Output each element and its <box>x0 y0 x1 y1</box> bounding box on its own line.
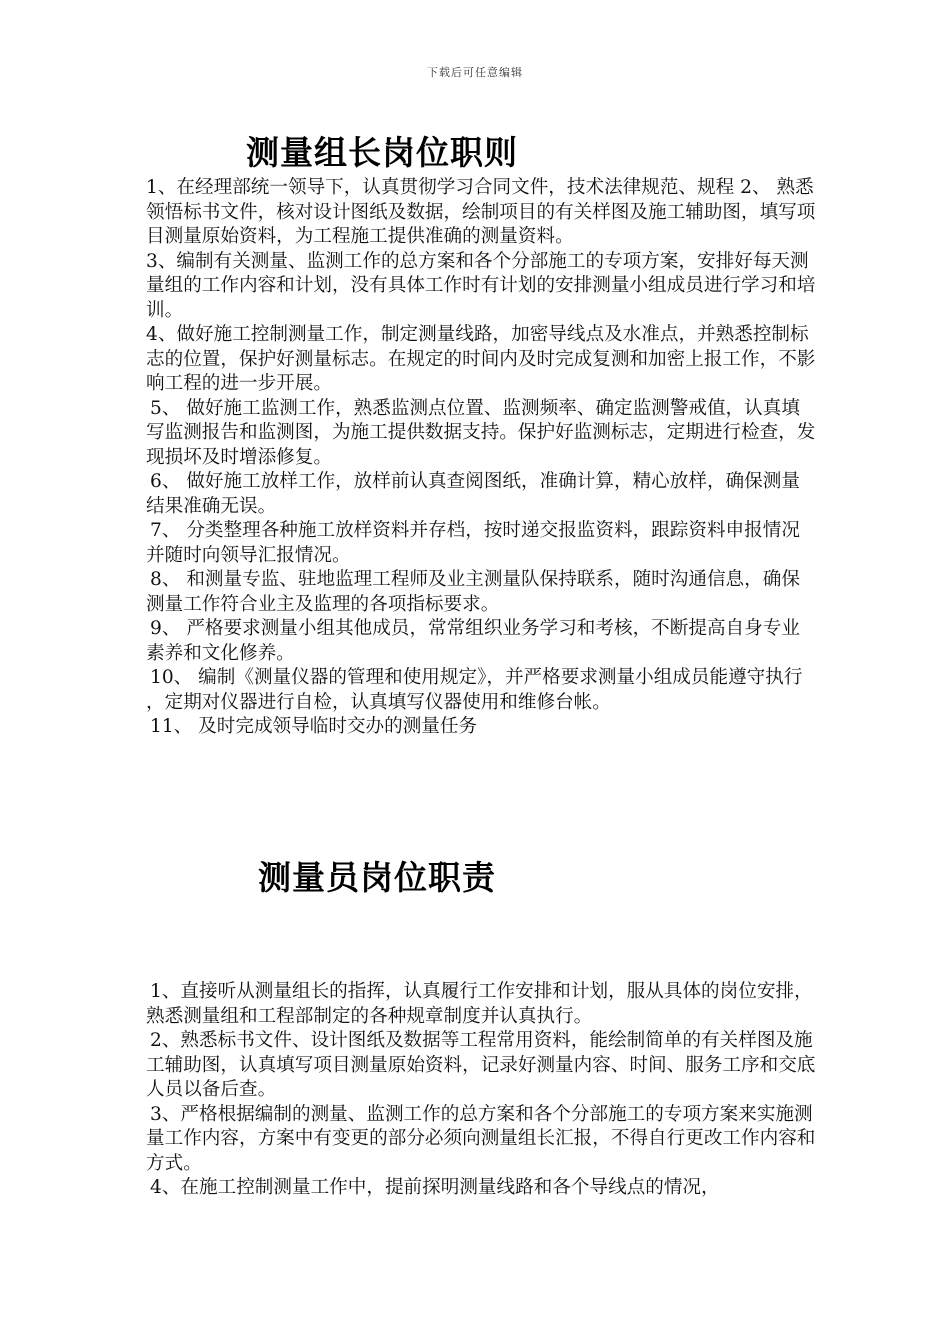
duty-item: 7、 分类整理各种施工放样资料并存档，按时递交报监资料，跟踪资料申报情况并随时向领导汇报情况。 <box>146 520 800 566</box>
duty-item: 3、编制有关测量、监测工作的总方案和各个分部施工的专项方案，安排好每天测量组的工作内容和计划，没有具体工作时有计划的安排测量小组成员进行学习和培训。 <box>146 250 816 321</box>
duty-item: 2、熟悉标书文件、设计图纸及数据等工程常用资料，能绘制简单的有关样图及施工辅助图，认真填写项目测量原始资料，记录好测量内容、时间、服务工序和交底人员以备后查。 <box>146 1030 816 1100</box>
duty-item: 1、在经理部统一领导下，认真贯彻学习合同文件，技术法律规范、规程 2、 熟悉领悟标书文件，核对设计图纸及数据，绘制项目的有关样图及施工辅助图，填写项目测量原始资料，为工程施工提供准确的测量资料。 <box>146 177 816 247</box>
duty-item: 9、 严格要求测量小组其他成员，常常组织业务学习和考核，不断提高自身专业素养和文化修养。 <box>146 618 800 664</box>
duty-item: 5、 做好施工监测工作，熟悉监测点位置、监测频率、确定监测警戒值，认真填写监测报告和监测图，为施工提供数据支持。保护好监测标志，定期进行检查，发现损坏及时增添修复。 <box>146 397 816 468</box>
section-leader-duties <box>146 176 816 740</box>
duty-item: 1、直接听从测量组长的指挥，认真履行工作安排和计划，服从具体的岗位安排，熟悉测量组和工程部制定的各种规章制度并认真执行。 <box>146 981 813 1027</box>
duty-item: 10、 编制《测量仪器的管理和使用规定》，并严格要求测量小组成员能遵守执行，定期对仪器进行自检，认真填写仪器使用和维修台帐。 <box>146 667 803 713</box>
duty-item: 6、 做好施工放样工作，放样前认真查阅图纸，准确计算，精心放样，确保测量结果准确无误。 <box>146 471 800 517</box>
section-title-leader: 测量组长岗位职则 <box>246 133 518 172</box>
duty-item: 4、在施工控制测量工作中，提前探明测量线路和各个导线点的情况， <box>150 1177 720 1198</box>
duty-item: 3、严格根据编制的测量、监测工作的总方案和各个分部施工的专项方案来实施测量工作内容，方案中有变更的部分必须向测量组长汇报，不得自行更改工作内容和方式。 <box>146 1103 816 1174</box>
section-surveyor-duties <box>146 980 816 1201</box>
section-title-surveyor: 测量员岗位职责 <box>258 858 496 897</box>
header-note: 下载后可任意编辑 <box>427 66 523 79</box>
duty-item: 4、做好施工控制测量工作，制定测量线路，加密导线点及水准点，并熟悉控制标志的位置，保护好测量标志。在规定的时间内及时完成复测和加密上报工作，不影响工程的进一步开展。 <box>146 324 816 394</box>
duty-item: 11、 及时完成领导临时交办的测量任务 <box>150 716 478 737</box>
duty-item: 8、 和测量专监、驻地监理工程师及业主测量队保持联系，随时沟通信息，确保测量工作符合业主及监理的各项指标要求。 <box>146 569 800 615</box>
